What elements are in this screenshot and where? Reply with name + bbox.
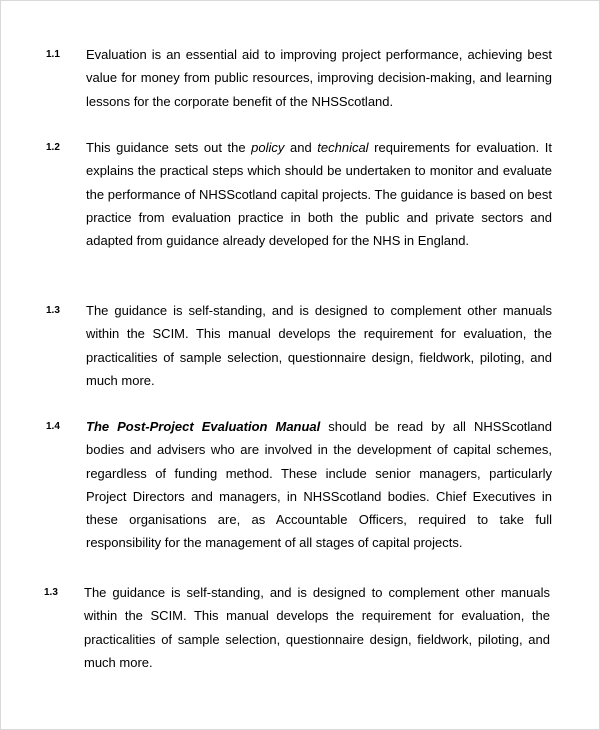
text-run: should be read by all NHSScotland bodies and advisers who are involved in the development of capital schemes, regardless of funding method. These include senior managers, particularly Project Directors and managers, in NHSScotland bodies. Chief Executives in these organisations are, as Accountable Officers, required to take full responsibility for the management of all stages of capital projects. [86, 419, 552, 551]
paragraph-text [84, 581, 550, 674]
emphasis-policy: policy [251, 140, 285, 155]
text-run: The guidance is self-standing, and is designed to complement other manuals within the SCIM. This manual develops the requirement for evaluation, the practicalities of sample selection, questionnaire design, fieldwork, piloting, and much more. [84, 585, 550, 670]
text-run: and [284, 140, 318, 155]
paragraph-number: 1.4 [46, 421, 60, 432]
text-run: This guidance sets out the [86, 140, 252, 155]
manual-title: The Post-Project Evaluation Manual [86, 419, 321, 434]
paragraph-number: 1.1 [46, 49, 60, 60]
paragraph-number: 1.2 [46, 142, 60, 153]
text-run: requirements for evaluation. It explains the practical steps which should be undertaken to monitor and evaluate the performance of NHSScotland capital projects. The guidance is based on best practice from evaluation practice in both the public and private sectors and adapted from guidance already developed for the NHS in England. [86, 140, 553, 249]
paragraph-text [86, 43, 552, 113]
paragraph-text [86, 415, 552, 555]
paragraph-text [86, 136, 552, 252]
text-run: The guidance is self-standing, and is designed to complement other manuals within the SCIM. This manual develops the requirement for evaluation, the practicalities of sample selection, questionnaire design, fieldwork, piloting, and much more. [86, 303, 552, 388]
emphasis-technical: technical [317, 140, 369, 155]
paragraph-number: 1.3 [46, 305, 60, 316]
paragraph-number: 1.3 [44, 587, 58, 598]
text-run: Evaluation is an essential aid to improving project performance, achieving best value for money from public resources, improving decision-making, and learning lessons for the corporate benefit of the NHSScotland. [86, 47, 552, 109]
paragraph-text [86, 299, 552, 392]
